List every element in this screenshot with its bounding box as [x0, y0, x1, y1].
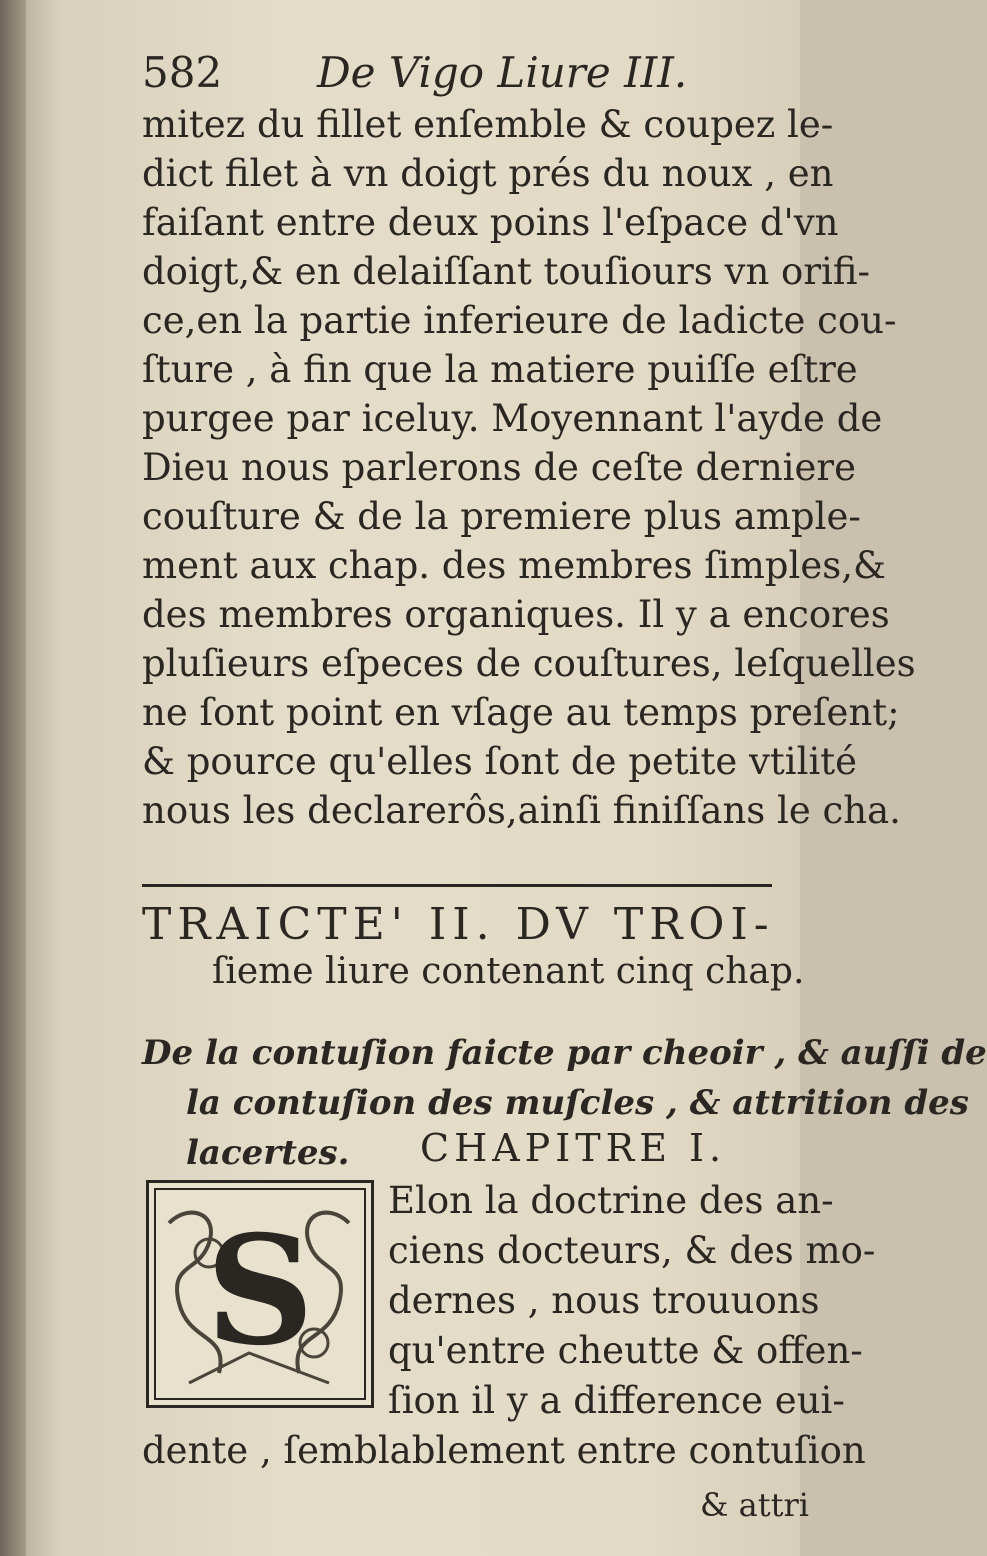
continuation-text	[142, 1426, 866, 1476]
text-line: Elon la doctrine des an-	[388, 1179, 834, 1222]
treatise-subheading: ſieme liure contenant cinq chap.	[212, 951, 805, 992]
text-line: mitez du fillet enſemble & coupez le-	[142, 103, 834, 146]
text-line: nous les declarerôs,ainſi finiſſans le cha.	[142, 789, 901, 832]
text-line: des membres organiques. Il y a encores	[142, 593, 890, 636]
running-title: De Vigo Liure III.	[317, 48, 688, 97]
page-number: 582	[142, 48, 223, 97]
text-line: ment aux chap. des membres ſimples,&	[142, 544, 886, 587]
dropcap-letter: S	[205, 1203, 315, 1379]
text-line: faiſant entre deux poins l'eſpace d'vn	[142, 201, 839, 244]
text-line: Dieu nous parlerons de ceſte derniere	[142, 446, 856, 489]
text-line: ciens docteurs, & des mo-	[388, 1229, 876, 1272]
chapter-title-line: lacertes.	[186, 1133, 350, 1173]
text-line: qu'entre cheutte & offen-	[388, 1329, 863, 1372]
catchword: & attri	[700, 1486, 809, 1524]
body-paragraph	[142, 100, 916, 835]
binding-gutter	[0, 0, 26, 1556]
chapter-label: CHAPITRE I.	[420, 1126, 727, 1170]
text-line: dernes , nous trouuons	[388, 1279, 820, 1322]
text-line: couſture & de la premiere plus ample-	[142, 495, 861, 538]
text-line: doigt,& en delaiſſant touſiours vn orifi-	[142, 250, 871, 293]
chapter-title-line: De la contuſion faicte par cheoir , & auſſi de	[142, 1033, 987, 1073]
ornamental-initial	[146, 1180, 374, 1408]
treatise-heading: TRAICTE' II. DV TROI-	[142, 899, 775, 950]
ornamental-initial-art	[149, 1183, 371, 1405]
text-line: ne ſont point en vſage au temps preſent;	[142, 691, 900, 734]
text-line: dente , ſemblablement entre contuſion	[142, 1429, 866, 1472]
chapter-title-line: la contuſion des muſcles , & attrition des	[186, 1083, 969, 1123]
text-line: & pource qu'elles ſont de petite vtilité	[142, 740, 858, 783]
section-rule	[142, 884, 772, 887]
text-line: ſture , à fin que la matiere puiſſe eſtre	[142, 348, 858, 391]
text-line: ſion il y a difference eui-	[388, 1379, 845, 1422]
text-line: ce,en la partie inferieure de ladicte cou-	[142, 299, 897, 342]
opening-paragraph	[388, 1176, 876, 1426]
text-line: pluſieurs eſpeces de couſtures, leſquelles	[142, 642, 916, 685]
text-line: purgee par iceluy. Moyennant l'ayde de	[142, 397, 883, 440]
text-line: dict filet à vn doigt prés du noux , en	[142, 152, 834, 195]
